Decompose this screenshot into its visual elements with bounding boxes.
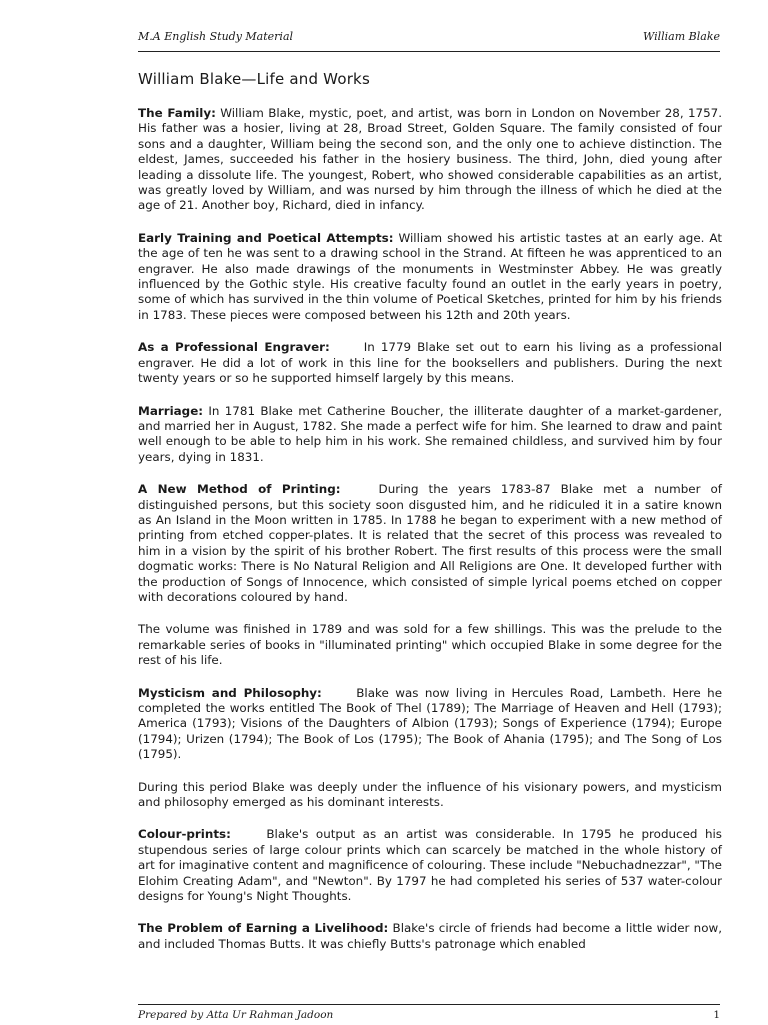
page-number: 1 [713,1009,720,1021]
paragraph-livelihood [138,921,722,952]
paragraph-text: In 1779 Blake set out to earn his living as a professional engraver. He did a lot of work in this line for the booksellers and publishers. During the next twenty years or so he supported himself largely by this means. [138,340,722,386]
paragraph-early-training [138,231,722,323]
section-heading: The Problem of Earning a Livelihood: [138,921,389,936]
paragraph-text: Blake was now living in Hercules Road, Lambeth. Here he completed the works entitled The Book of Thel (1789); The Marriage of Heaven and Hell (1793); America (1793); Visions of the Daughters of Albion (1793); Songs of Experience (1794); Europe (1794); Urizen (1794); The Book of Los (1795); The Book of Ahania (1795); and The Song of Los (1795). [138,685,723,762]
paragraph-text: During the years 1783-87 Blake met a number of distinguished persons, but this society soon disgusted him, and he ridiculed it in a satire known as An Island in the Moon written in 1785. In 1788 he began to experiment with a new method of printing from etched copper-plates. It is related that the secret of this process was revealed to him in a vision by the spirit of his brother Robert. The first results of this process were the small dogmatic works: There is No Natural Religion and All Religions are One. It developed further with the production of Songs of Innocence, which consisted of simple lyrical poems etched on copper with decorations coloured by hand. [138,482,722,604]
paragraph-text: Blake's circle of friends had become a little wider now, and included Thomas Butts. It was chiefly Butts's patronage which enabled [138,921,723,951]
paragraph-text: William Blake, mystic, poet, and artist, was born in London on November 28, 1757. His father was a hosier, living at 28, Broad Street, Golden Square. The family consisted of four sons and a daughter, William being the second son, and the only one to achieve distinction. The eldest, James, succeeded his father in the hosiery business. The third, John, died young after leading a dissolute life. The youngest, Robert, who showed considerable capabilities as an artist, was greatly loved by William, and was nursed by him through the illness of which he died at the age of 21. Another boy, Richard, died in infancy. [138,106,723,213]
paragraph-marriage [138,404,722,466]
paragraph-text: In 1781 Blake met Catherine Boucher, the illiterate daughter of a market-gardener, and married her in August, 1782. She made a perfect wife for him. She learned to draw and paint well enough to be able to help him in his work. She remained childless, and survived him by four years, dying in 1831. [138,403,722,464]
paragraph-text: Blake's output as an artist was considerable. In 1795 he produced his stupendous series of large colour prints which can scarcely be matched in the whole history of art for imaginative content and magnificence of colouring. These include "Nebuchadnezzar", "The Elohim Creating Adam", and "Newton". By 1797 he had completed his series of 537 water-colour designs for Young's Night Thoughts. [138,827,723,904]
body-text [138,106,722,969]
paragraph-text: William showed his artistic tastes at an early age. At the age of ten he was sent to a drawing school in the Strand. At fifteen he was apprenticed to an engraver. He also made drawings of the monuments in Westminster Abbey. He was greatly influenced by the Gothic style. His creative faculty found an outlet in the early years in poetry, some of which has survived in the thin volume of Poetical Sketches, printed for him by his friends in 1783. These pieces were composed between his 12th and 20th years. [138,230,722,322]
paragraph-colour-prints [138,827,722,904]
paragraph-visionary [138,780,722,811]
footer-author: Prepared by Atta Ur Rahman Jadoon [138,1009,334,1021]
running-footer [138,1004,720,1025]
header-subject: William Blake [642,30,720,43]
section-heading: Early Training and Poetical Attempts: [138,230,394,245]
header-course-title: M.A English Study Material [138,30,294,43]
page-title: William Blake—Life and Works [138,70,370,88]
paragraph-text: The volume was finished in 1789 and was sold for a few shillings. This was the prelude to the remarkable series of books in "illuminated printing" which occupied Blake in some degree for the rest of his life. [138,622,722,668]
paragraph-mysticism [138,686,722,763]
running-header [138,30,720,52]
section-heading: As a Professional Engraver: [138,340,330,355]
section-heading: Colour-prints: [138,827,231,842]
paragraph-printing [138,482,722,605]
paragraph-family [138,106,722,214]
paragraph-engraver [138,340,722,386]
section-heading: The Family: [138,106,216,120]
section-heading: Marriage: [138,403,204,418]
paragraph-text: During this period Blake was deeply under the influence of his visionary powers, and mysticism and philosophy emerged as his dominant interests. [138,779,722,810]
paragraph-volume [138,622,722,668]
section-heading: Mysticism and Philosophy: [138,685,322,700]
section-heading: A New Method of Printing: [138,482,341,497]
